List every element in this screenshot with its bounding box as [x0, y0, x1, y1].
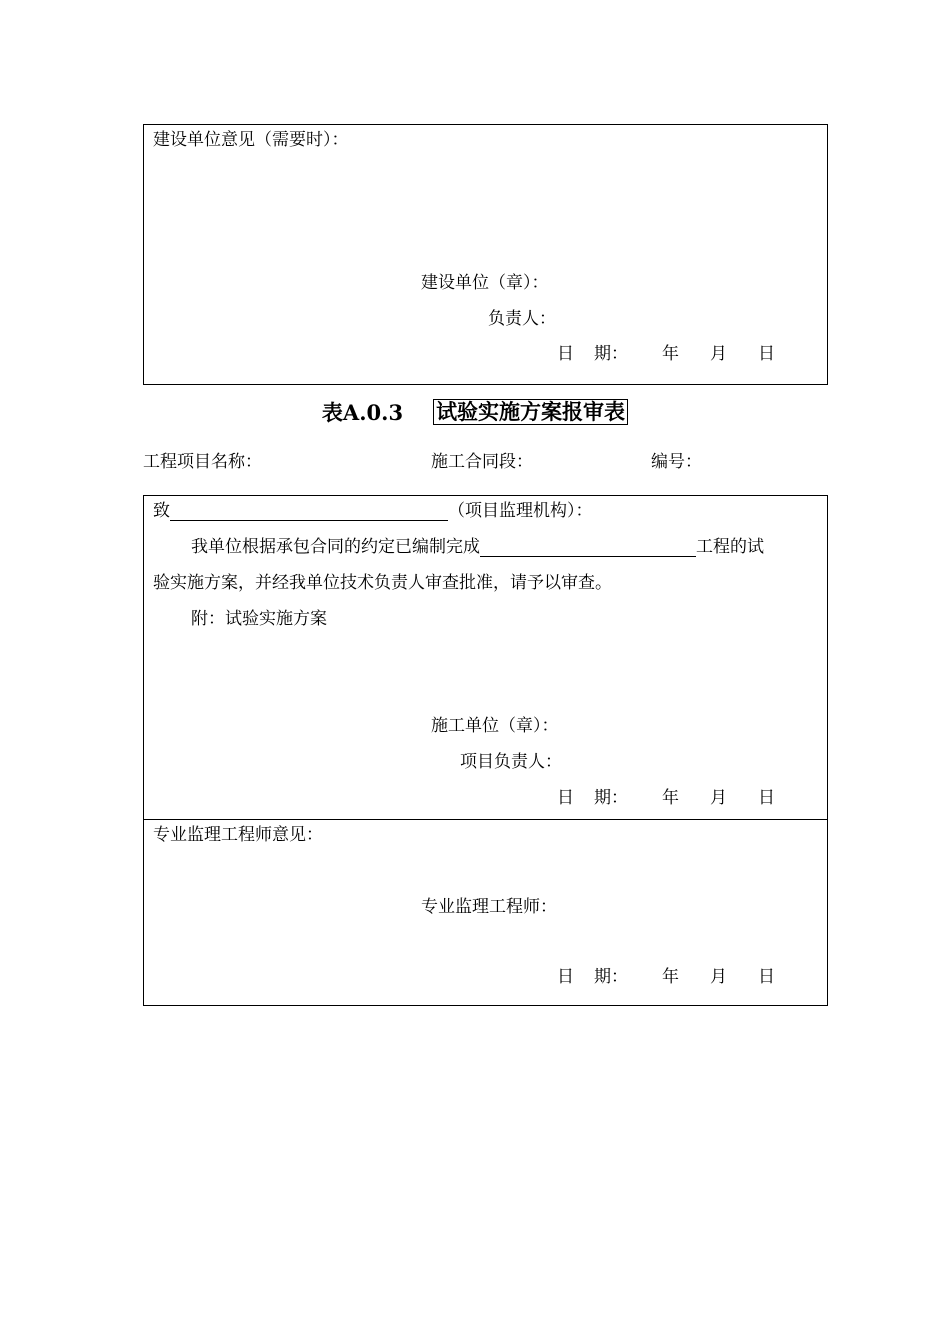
project-blank[interactable]: [480, 538, 696, 557]
date-day: 日: [758, 344, 775, 364]
date-char-ri: 日: [557, 344, 574, 364]
construction-unit-opinion-box: [143, 124, 828, 385]
date-day: 日: [758, 967, 775, 987]
date-month: 月: [710, 344, 727, 364]
attachment-line: 附：试验实施方案: [191, 609, 327, 629]
form-title: [0, 398, 950, 426]
date-year: 年: [662, 344, 679, 364]
body-line1-suffix: 工程的试: [696, 537, 764, 557]
main-form-box: [143, 495, 828, 1006]
addressee-blank[interactable]: [170, 502, 448, 521]
date-char-qi: 期：: [594, 788, 628, 808]
date-year: 年: [662, 967, 679, 987]
to-label: 致: [153, 501, 170, 521]
date-year: 年: [662, 788, 679, 808]
project-manager-label: 项目负责人：: [460, 752, 562, 772]
engineer-signature-label: 专业监理工程师：: [421, 897, 557, 917]
body-line-2: 验实施方案，并经我单位技术负责人审查批准，请予以审查。: [153, 573, 612, 593]
addressee-line: [153, 501, 593, 521]
to-suffix: （项目监理机构）：: [448, 501, 593, 521]
date-char-ri: 日: [557, 788, 574, 808]
form-code: 表A.0.3: [321, 400, 404, 425]
date-month: 月: [710, 967, 727, 987]
date-char-qi: 期：: [594, 344, 628, 364]
date-char-qi: 期：: [594, 967, 628, 987]
section-divider: [144, 819, 827, 820]
construction-unit-opinion-label: 建设单位意见（需要时）：: [153, 130, 349, 150]
date-char-ri: 日: [557, 967, 574, 987]
construction-unit-seal-label: 建设单位（章）：: [421, 273, 549, 293]
construction-unit-person-label: 负责人：: [488, 309, 556, 329]
project-name-label: 工程项目名称：: [143, 452, 262, 472]
form-name: 试验实施方案报审表: [433, 399, 628, 425]
body-line-1: [191, 537, 764, 557]
body-line1-prefix: 我单位根据承包合同的约定已编制完成: [191, 537, 480, 557]
construction-seal-label: 施工单位（章）：: [431, 716, 559, 736]
engineer-opinion-label: 专业监理工程师意见：: [153, 825, 323, 845]
number-label: 编号：: [651, 452, 702, 472]
date-month: 月: [710, 788, 727, 808]
contract-section-label: 施工合同段：: [431, 452, 533, 472]
date-day: 日: [758, 788, 775, 808]
